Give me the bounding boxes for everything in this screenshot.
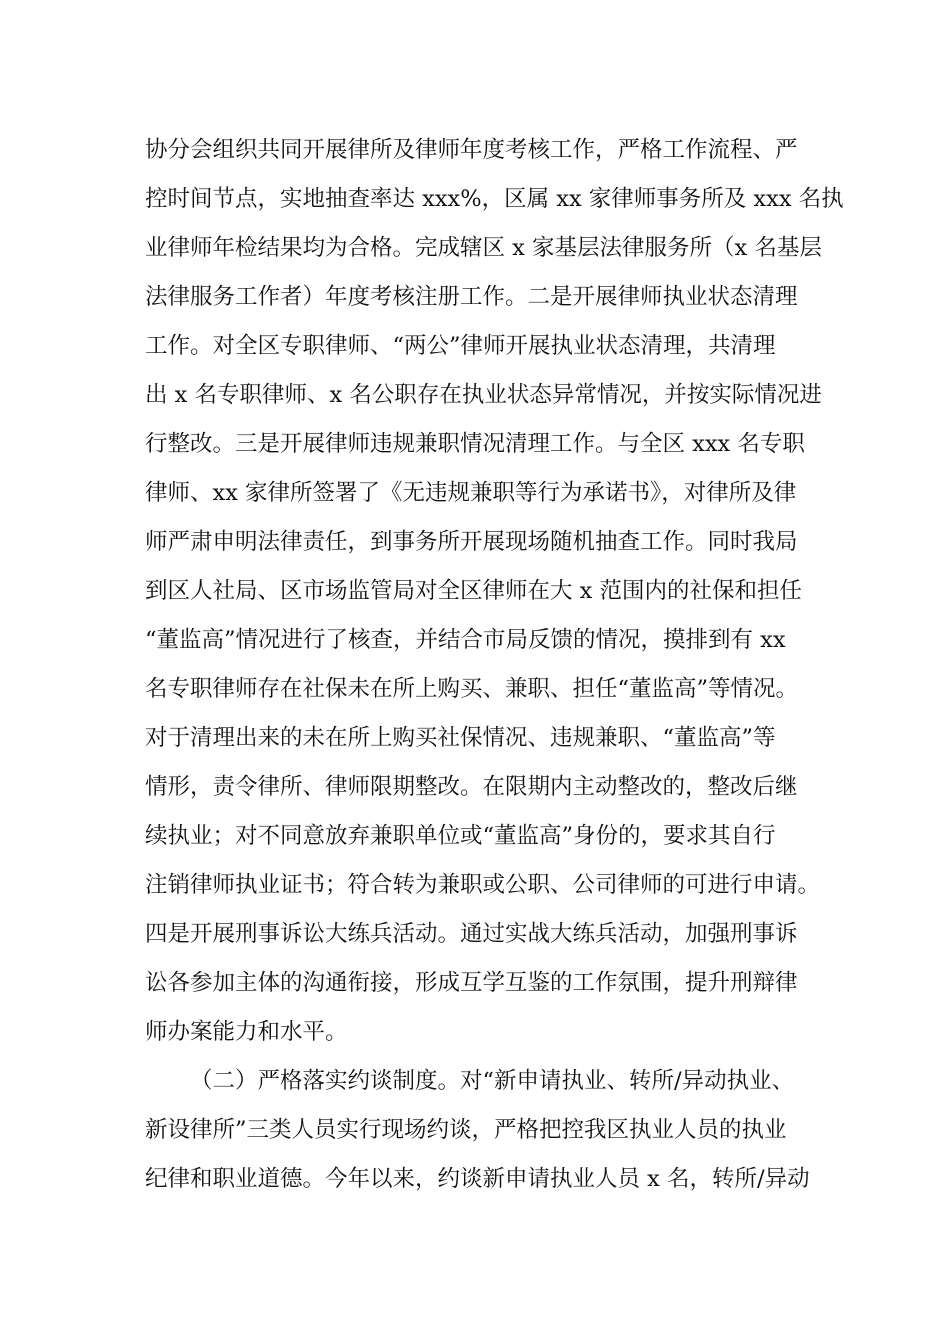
body-text-line: 四是开展刑事诉讼大练兵活动。通过实战大练兵活动，加强刑事诉 (145, 921, 798, 947)
body-text-line: 师严肃申明法律责任，到事务所开展现场随机抽查工作。同时我局 (145, 529, 798, 555)
body-text-line: 注销律师执业证书；符合转为兼职或公职、公司律师的可进行申请。 (145, 872, 821, 898)
body-text-line: 控时间节点，实地抽查率达 xxx%，区属 xx 家律师事务所及 xxx 名执 (145, 186, 844, 212)
body-text-line: 法律服务工作者）年度考核注册工作。二是开展律师执业状态清理 (145, 284, 798, 310)
body-text-line: 协分会组织共同开展律所及律师年度考核工作，严格工作流程、严 (145, 137, 798, 163)
body-text-line: 律师、xx 家律所签署了《无违规兼职等行为承诺书》，对律所及律 (145, 480, 797, 506)
body-text-line: 对于清理出来的未在所上购买社保情况、违规兼职、“董监高”等 (145, 725, 776, 751)
body-text-line: 行整改。三是开展律师违规兼职情况清理工作。与全区 xxx 名专职 (145, 431, 805, 457)
body-text-line: 纪律和职业道德。今年以来，约谈新申请执业人员 x 名，转所/异动 (145, 1166, 810, 1192)
body-text-line: 师办案能力和水平。 (145, 1019, 348, 1045)
body-text-line: 到区人社局、区市场监管局对全区律师在大 x 范围内的社保和担任 (145, 578, 802, 604)
body-text-line: 工作。对全区专职律师、“两公”律师开展执业状态清理，共清理 (145, 333, 776, 359)
body-text-line: 新设律所”三类人员实行现场约谈，严格把控我区执业人员的执业 (145, 1117, 787, 1143)
body-text-line: 续执业；对不同意放弃兼职单位或“董监高”身份的，要求其自行 (145, 823, 776, 849)
body-text-line: 业律师年检结果均为合格。完成辖区 x 家基层法律服务所（x 名基层 (145, 235, 822, 261)
body-text-line: “董监高”情况进行了核查，并结合市局反馈的情况，摸排到有 xx (145, 627, 786, 653)
body-text-line: 名专职律师存在社保未在所上购买、兼职、担任“董监高”等情况。 (145, 676, 799, 702)
body-text-line: 情形，责令律所、律师限期整改。在限期内主动整改的，整改后继 (145, 774, 798, 800)
section-heading-line: （二）严格落实约谈制度。对“新申请执业、转所/异动执业、 (190, 1068, 795, 1094)
body-text-line: 讼各参加主体的沟通衔接，形成互学互鉴的工作氛围，提升刑辩律 (145, 970, 798, 996)
body-text-line: 出 x 名专职律师、x 名公职存在执业状态异常情况，并按实际情况进 (145, 382, 822, 408)
